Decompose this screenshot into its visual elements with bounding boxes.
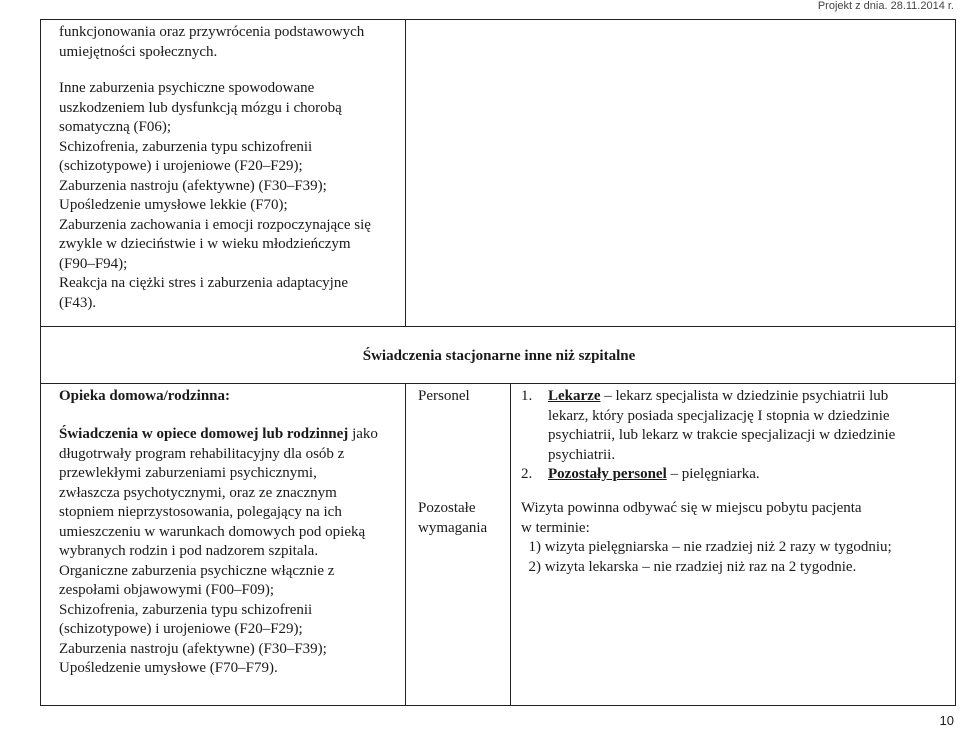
home-care-cell — [40, 383, 406, 706]
home-care-description — [59, 425, 378, 679]
list-item-number: 2. — [521, 466, 533, 482]
list-item — [521, 387, 951, 465]
page-number: 10 — [939, 713, 954, 728]
other-requirements-label: Pozostałe wymagania — [418, 500, 488, 536]
personnel-label: Personel — [418, 388, 470, 404]
section-heading: Świadczenia stacjonarne inne niż szpitalne — [362, 348, 636, 364]
continued-text: funkcjonowania oraz przywrócenia podstawowych umiejętności społecznych. — [59, 24, 365, 60]
requirements-detail-cell — [510, 383, 956, 706]
doctors-description: – lekarz specjalista w dziedzinie psychiatrii lub lekarz, który posiada specjalizację I stopnia w dziedzinie psychiatrii, lub lekarz w trakcie specjalizacji w dziedzinie psychiatrii. — [548, 388, 896, 463]
list-item — [521, 465, 951, 485]
service-name: Świadczenia w opiece domowej lub rodzinnej — [59, 426, 349, 442]
service-description: jako długotrwały program rehabilitacyjny dla osób z przewlekłymi zaburzeniami psychicznymi, zwłaszcza psychotycznymi, oraz ze znacznym stopniem nieprzystosowania, polegający na ich umieszczeniu w warunkach domowych pod opieką wybranych rodzin i pod nadzorem szpitala. Organiczne zaburzenia psychiczne włącznie z zespołami objawowymi (F00–F09); Schizofrenia, zaburzenia typu schizofrenii (schizotypowe) i urojeniowe (F20–F29); Zaburzenia nastroju (afektywne) (F30–F39); Upośledzenie umysłowe (F70–F79). — [59, 426, 378, 676]
doctors-label: Lekarze — [548, 388, 601, 404]
document-date-header: Projekt z dnia. 28.11.2014 r. — [817, 0, 954, 12]
requirements-label-cell — [405, 383, 511, 706]
disorders-list: Inne zaburzenia psychiczne spowodowane uszkodzeniem lub dysfunkcją mózgu i chorobą somatyczną (F06); Schizofrenia, zaburzenia typu schizofrenii (schizotypowe) i urojeniowe (F20–F29); Zaburzenia nastroju (afektywne) (F30–F39); Upośledzenie umysłowe lekkie (F70); Zaburzenia zachowania i emocji rozpoczynające się zwykle w dzieciństwie i w wieku młodzieńczym (F90–F94); Reakcja na ciężki stres i zaburzenia adaptacyjne (F43). — [59, 80, 371, 311]
top-left-cell — [40, 19, 406, 327]
home-care-title: Opieka domowa/rodzinna: — [59, 388, 230, 404]
personnel-list — [521, 387, 951, 485]
other-staff-description: – pielęgniarka. — [666, 466, 760, 482]
visit-requirements: Wizyta powinna odbywać się w miejscu pobytu pacjenta w terminie: 1) wizyta pielęgniarska – nie rzadziej niż 2 razy w tygodniu; 2) wizyta lekarska – nie rzadziej niż raz na 2 tygodnie. — [521, 500, 892, 575]
top-right-cell — [405, 19, 956, 327]
list-item-number: 1. — [521, 388, 533, 404]
section-heading-row — [40, 326, 956, 384]
other-staff-label: Pozostały personel — [548, 466, 667, 482]
